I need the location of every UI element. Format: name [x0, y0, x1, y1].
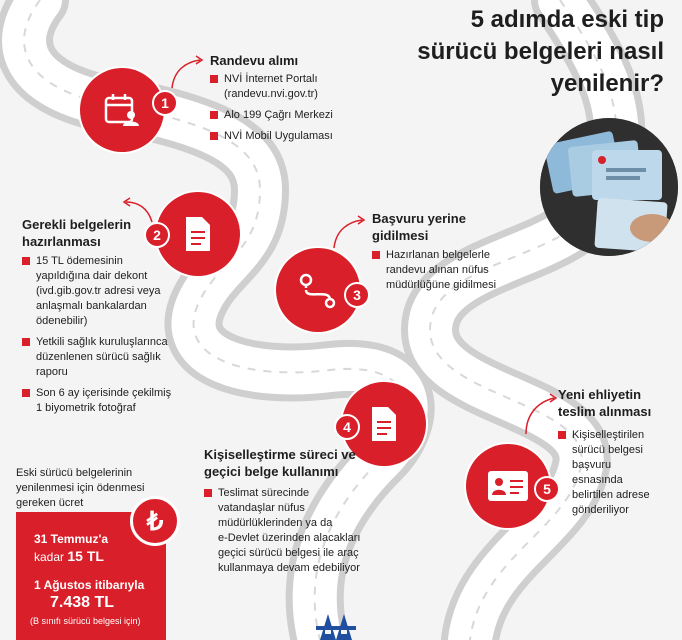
- aa-logo-icon: [316, 610, 356, 640]
- document-icon: [180, 214, 216, 254]
- fee-box: 31 Temmuz'a kadar 15 TL 1 Ağustos itibarıyla 7.438 TL (B sınıfı sürücü belgesi için): [16, 512, 166, 640]
- list-item: Hazırlanan belgelerle randevu alınan nüfus müdürlüğüne gidilmesi: [372, 248, 542, 293]
- step-1-number: 1: [152, 90, 178, 116]
- list-item: NVİ İnternet Portalı (randevu.nvi.gov.tr): [210, 72, 400, 102]
- list-item: 15 TL ödemesinin yapıldığına dair dekont (ivd.gib.gov.tr adresi veya anlaşmalı bankalardan ödenebilir): [22, 254, 222, 329]
- fee-line-1: kadar 15 TL: [34, 548, 104, 564]
- step-3-list: [372, 248, 542, 299]
- step-2-heading: Gerekli belgelerin hazırlanması: [22, 217, 132, 249]
- step-4-heading: Kişiselleştirme süreci ve geçici belge kullanımı: [204, 447, 356, 479]
- license-cards-image: [540, 118, 678, 256]
- step-3-number: 3: [344, 282, 370, 308]
- step-1-list: [210, 72, 400, 150]
- step-1-circle: [80, 68, 164, 152]
- step-5-heading: Yeni ehliyetin teslim alınması: [558, 387, 652, 419]
- step-2-list: [22, 254, 222, 422]
- step-5-arrow: [520, 390, 560, 438]
- list-item: NVİ Mobil Uygulaması: [210, 129, 400, 144]
- step-4-list: [204, 486, 414, 582]
- list-item: Son 6 ay içerisinde çekilmiş 1 biyometrik fotoğraf: [22, 386, 222, 416]
- lira-icon: ₺: [130, 496, 180, 546]
- step-1-heading: Randevu alımı: [210, 53, 299, 68]
- route-icon: [296, 270, 340, 310]
- step-3-heading: Başvuru yerine gidilmesi: [372, 211, 466, 243]
- list-item: Yetkili sağlık kuruluşlarınca düzenlenen sürücü sağlık raporu: [22, 335, 222, 380]
- step-4-number: 4: [334, 414, 360, 440]
- list-item: Teslimat sürecinde vatandaşlar nüfus müdürlüklerinden ya da e-Devlet üzerinden alacakları geçici sürücü belgesi ile araç kullanmaya devam edebiliyor: [204, 486, 414, 576]
- step-5-list: [558, 428, 678, 524]
- step-1-arrow: [168, 54, 208, 94]
- calendar-person-icon: [102, 90, 142, 130]
- list-item: Alo 199 Çağrı Merkezi: [210, 108, 400, 123]
- document-icon: [366, 404, 402, 444]
- step-3-arrow: [330, 212, 370, 252]
- step-2-number: 2: [144, 222, 170, 248]
- step-5-number: 5: [534, 476, 560, 502]
- page-title: 5 adımda eski tip sürücü belgeleri nasıl yenilenir?: [417, 6, 664, 97]
- id-card-icon: [486, 469, 530, 503]
- driver-license-photo: [540, 118, 678, 256]
- list-item: Kişiselleştirilen sürücü belgesi başvuru esnasında belirtilen adrese gönderiliyor: [558, 428, 678, 518]
- fee-intro: Eski sürücü belgelerinin yenilenmesi için ödenmesi gereken ücret: [16, 467, 145, 509]
